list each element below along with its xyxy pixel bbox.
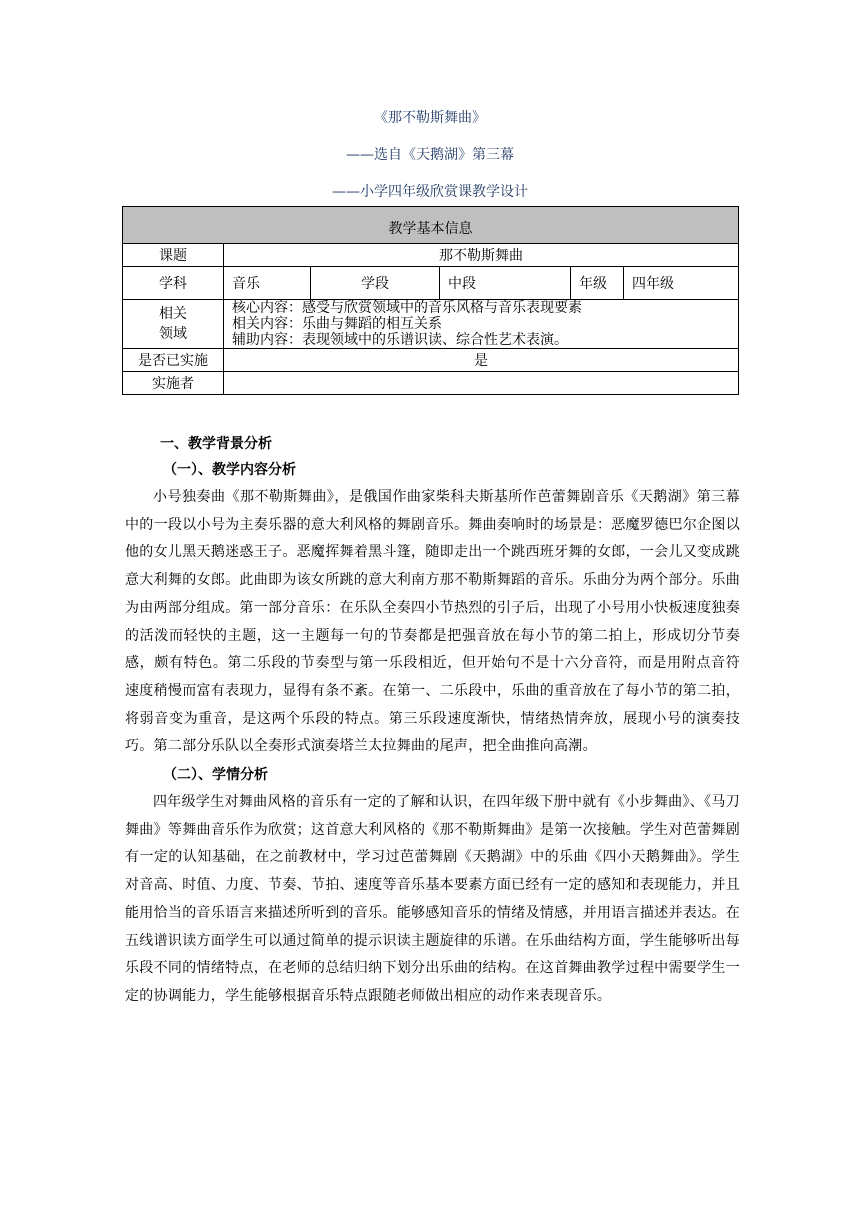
related-content (224, 300, 739, 349)
table-header-row (123, 207, 739, 244)
implementer-row (123, 372, 739, 395)
basic-info-table (122, 206, 739, 395)
subtitle-course: ——小学四年级欣赏课教学设计 (332, 184, 528, 200)
section1-heading: 一、教学背景分析 (160, 436, 272, 452)
related-auxiliary: 辅助内容：表现领域中的乐谱识读、综合性艺术表演。 (232, 332, 568, 348)
implementer-label: 实施者 (123, 372, 224, 395)
table-header: 教学基本信息 (123, 207, 739, 244)
subject-label: 学科 (123, 267, 224, 300)
subject-value: 音乐 (224, 267, 311, 300)
topic-row (123, 244, 739, 267)
document-titles (0, 108, 860, 219)
learner-analysis-text: 四年级学生对舞曲风格的音乐有一定的了解和认识，在四年级下册中就有《小步舞曲》、《马刀舞曲》等舞曲音乐作为欣赏；这首意大利风格的《那不勒斯舞曲》是第一次接触。学生对芭蕾舞剧有一定的认知基础，在之前教材中，学习过芭蕾舞剧《天鹅湖》中的乐曲《四小天鹅舞曲》。学生对音高、时值、力度、节奏、节拍、速度等音乐基本要素方面已经有一定的感知和表现能力，并且能用恰当的音乐语言来描述所听到的音乐。能够感知音乐的情绪及情感，并用语言描述并表达。在五线谱识读方面学生可以通过简单的提示识读主题旋律的乐谱。在乐曲结构方面，学生能够听出每乐段不同的情绪特点，在老师的总结归纳下划分出乐曲的结构。在这首舞曲教学过程中需要学生一定的协调能力，学生能够根据音乐特点跟随老师做出相应的动作来表现音乐。 (125, 794, 740, 1004)
implemented-value: 是 (224, 349, 739, 372)
subtitle-source: ——选自《天鹅湖》第三幕 (346, 147, 514, 163)
grade-label: 年级 (571, 267, 624, 300)
main-title: 《那不勒斯舞曲》 (374, 110, 486, 126)
related-label (123, 300, 224, 349)
content-analysis-heading: （一）、教学内容分析 (163, 462, 296, 478)
implemented-label: 是否已实施 (123, 349, 224, 372)
grade-value: 四年级 (624, 267, 739, 300)
implemented-row (123, 349, 739, 372)
stage-label: 学段 (311, 267, 440, 300)
related-row (123, 300, 739, 349)
section-background (125, 434, 740, 1011)
learner-analysis-heading: （二）、学情分析 (163, 767, 268, 784)
topic-label: 课题 (123, 244, 224, 267)
content-analysis-text: 小号独奏曲《那不勒斯舞曲》，是俄国作曲家柴科夫斯基所作芭蕾舞剧音乐《天鹅湖》第三幕中的一段以小号为主奏乐器的意大利风格的舞剧音乐。舞曲奏响时的场景是：恶魔罗德巴尔企图以他的女儿黑天鹅迷惑王子。恶魔挥舞着黑斗篷，随即走出一个跳西班牙舞的女郎，一会儿又变成跳意大利舞的女郎。此曲即为该女所跳的意大利南方那不勒斯舞蹈的音乐。乐曲分为两个部分。乐曲为由两部分组成。第一部分音乐：在乐队全奏四小节热烈的引子后，出现了小号用小快板速度独奏的活泼而轻快的主题，这一主题每一句的节奏都是把强音放在每小节的第二拍上，形成切分节奏感，颇有特色。第二乐段的节奏型与第一乐段相近，但开始句不是十六分音符，而是用附点音符 速度稍慢而富有表现力，显得有条不紊。在第一、二乐段中，乐曲的重音放在了每小节的第二拍，将弱音变为重音，是这两个乐段的特点。第三乐段速度渐快，情绪热情奔放，展现小号的演奏技巧。第二部分乐队以全奏形式演奏塔兰太拉舞曲的尾声，把全曲推向高潮。 (125, 489, 740, 755)
subject-row (123, 267, 739, 300)
related-label-line2: 领域 (159, 326, 187, 342)
related-core: 核心内容：感受与欣赏领域中的音乐风格与音乐表现要素 (232, 300, 582, 316)
stage-value: 中段 (440, 267, 571, 300)
topic-value: 那不勒斯舞曲 (224, 244, 739, 267)
implementer-value (224, 372, 739, 395)
related-related: 相关内容：乐曲与舞蹈的相互关系 (232, 316, 442, 332)
related-label-line1: 相关 (159, 306, 187, 322)
